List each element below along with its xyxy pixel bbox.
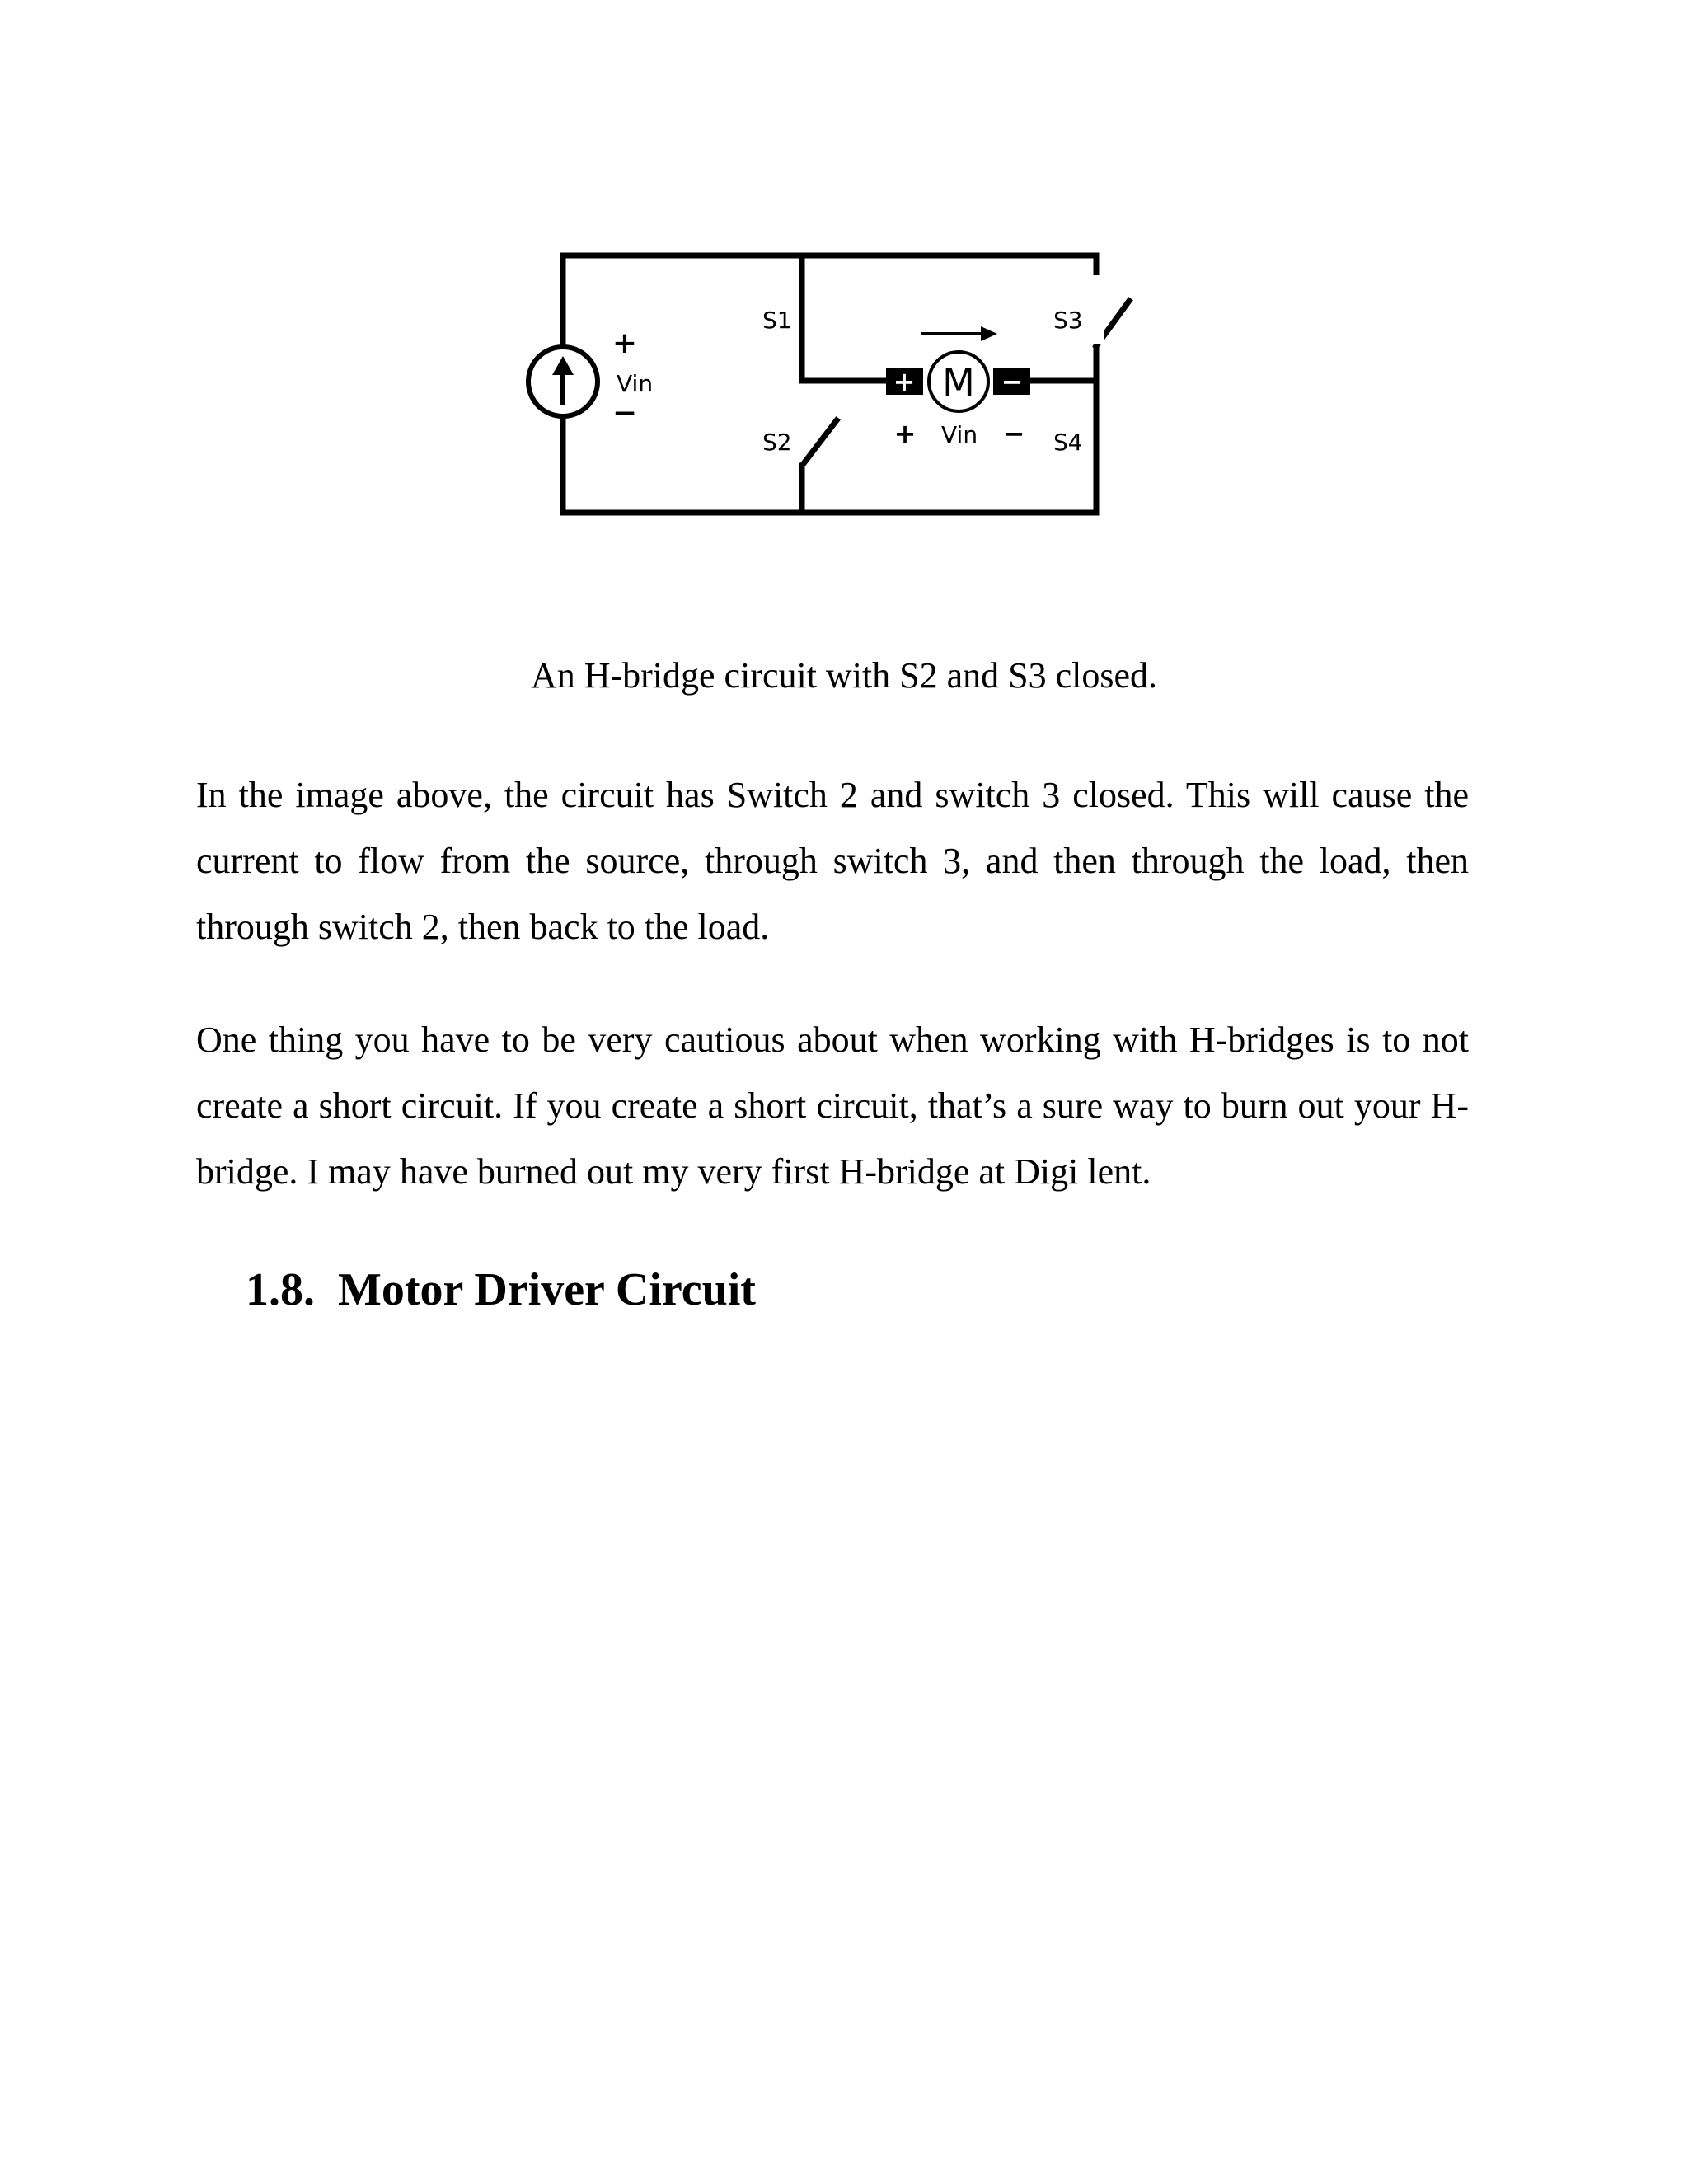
voltage-source bbox=[528, 347, 598, 416]
motor-voltage-minus: − bbox=[1002, 418, 1025, 449]
source-plus-label: + bbox=[612, 326, 638, 360]
current-arrow-icon bbox=[921, 326, 997, 341]
switch-s4-label: S4 bbox=[1053, 429, 1083, 456]
section-number: 1.8. bbox=[246, 1264, 315, 1315]
source-vin-label: Vin bbox=[617, 370, 654, 397]
section-heading bbox=[246, 1261, 756, 1319]
h-bridge-circuit-diagram bbox=[0, 0, 1688, 577]
section-title: Motor Driver Circuit bbox=[338, 1264, 756, 1315]
motor-voltage-label: Vin bbox=[941, 421, 978, 448]
switch-s1-label: S1 bbox=[762, 307, 792, 334]
switch-s3-label: S3 bbox=[1053, 307, 1083, 334]
motor-minus-terminal: − bbox=[1001, 366, 1024, 397]
paragraph-1: In the image above, the circuit has Switch 2 and switch 3 closed. This will cause the current to flow from the source, through switch 3, and then through the load, then through switch 2, then back to the load. bbox=[196, 775, 1469, 947]
paragraph-2: One thing you have to be very cautious about when working with H-bridges is to not create a short circuit. If you create a short circuit, that’s a sure way to burn out your H-bridge. I may have burned out my very first H-bridge at Digi lent. bbox=[196, 1019, 1469, 1192]
motor-label: M bbox=[942, 360, 975, 405]
motor-voltage-plus: + bbox=[893, 418, 917, 449]
motor-plus-terminal: + bbox=[893, 366, 916, 397]
source-minus-label: − bbox=[612, 396, 638, 430]
switch-s2-label: S2 bbox=[762, 429, 792, 456]
switch-s2 bbox=[802, 420, 837, 466]
figure-caption: An H-bridge circuit with S2 and S3 closed. bbox=[530, 655, 1158, 696]
